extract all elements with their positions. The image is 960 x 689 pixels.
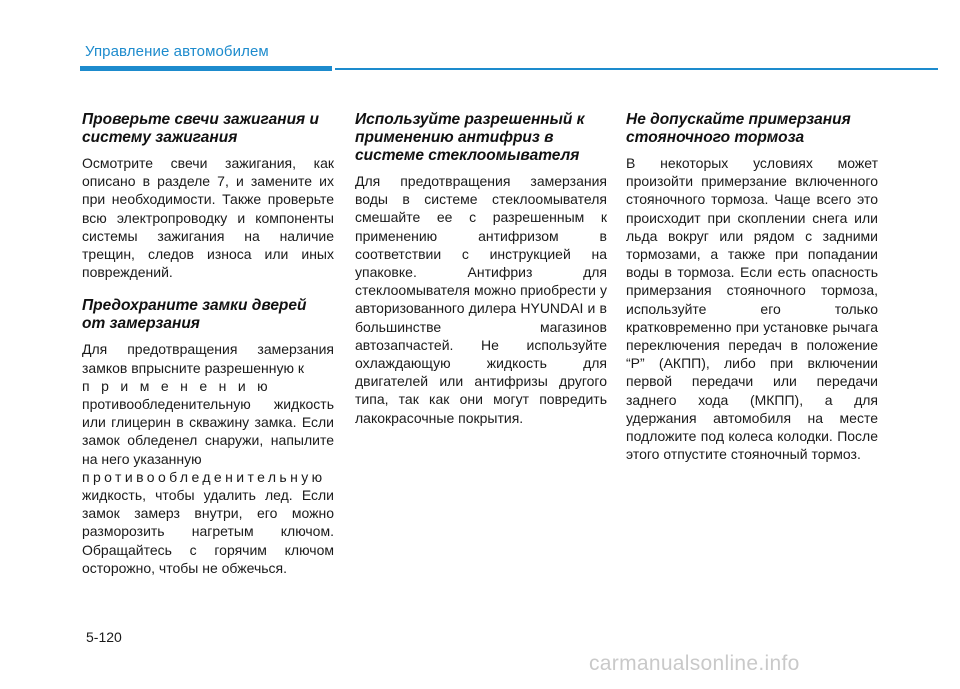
paragraph-washer-antifreeze: Для предотвращения замерзания воды в системе стеклоомывателя смешайте ее с разрешенным к применению антифризом в соответствии с инструкцией на упаковке. Антифриз для стеклоомывателя можно приобрести у авторизованного дилера HYUNDAI и в большинстве магазинов автозапчастей. Не используйте охлаждающую жидкость для двигателей или антифризы другого типа, так как они могут повредить лакокрасочные покрытия. [355, 173, 607, 426]
header-rule-thick [80, 66, 332, 71]
page-number: 5-120 [86, 629, 122, 645]
text-segment-spread: противообледенительную [82, 468, 326, 485]
column-middle [355, 111, 607, 443]
paragraph-spark-plugs: Осмотрите свечи зажигания, как описано в разделе 7, и замените их при необходимости. Также проверьте всю электропроводку и компоненты системы зажигания на наличие трещин, следов износа или иных повреждений. [82, 155, 334, 281]
section-title: Управление автомобилем [85, 43, 269, 60]
watermark: carmanualsonline.info [589, 652, 800, 675]
column-left [82, 111, 334, 593]
paragraph-door-locks [82, 340, 334, 577]
heading-parking-brake: Не допускайте примерзания стояночного тормоза [626, 111, 851, 146]
heading-spark-plugs: Проверьте свечи зажигания и систему зажигания [82, 111, 319, 146]
heading-door-locks: Предохраните замки дверей от замерзания [82, 297, 307, 333]
heading-washer-antifreeze: Используйте разрешенный к применению антифриз в системе стеклоомывателя [355, 111, 585, 164]
header-rule-thin [335, 68, 938, 70]
text-segment: Для предотвращения замерзания замков впрысните разрешенную к [82, 341, 334, 376]
text-segment: противообледенительную жидкость или глицерин в скважину замка. Если замок обледенел снаружи, напылите на него указанную [82, 396, 334, 467]
text-segment: жидкость, чтобы удалить лед. Если замок замерз внутри, его можно разморозить нагретым ключом. Обращайтесь с горячим ключом осторожно, чтобы не обжечься. [82, 487, 334, 576]
paragraph-parking-brake: В некоторых условиях может произойти примерзание включенного стояночного тормоза. Чаще всего это происходит при скоплении снега или льда вокруг или рядом с задними тормозами, а также при попадании воды в тормоза. Если есть опасность примерзания стояночного тормоза, используйте его только кратковременно при установке рычага переключения передач в положение “P” (АКПП), либо при включении первой передачи или передачи заднего хода (МКПП), а для удержания автомобиля на месте подложите под колеса колодки. После этого отпустите стояночный тормоз. [626, 155, 878, 463]
text-segment-spread: применению [82, 377, 280, 394]
column-right [626, 111, 878, 479]
